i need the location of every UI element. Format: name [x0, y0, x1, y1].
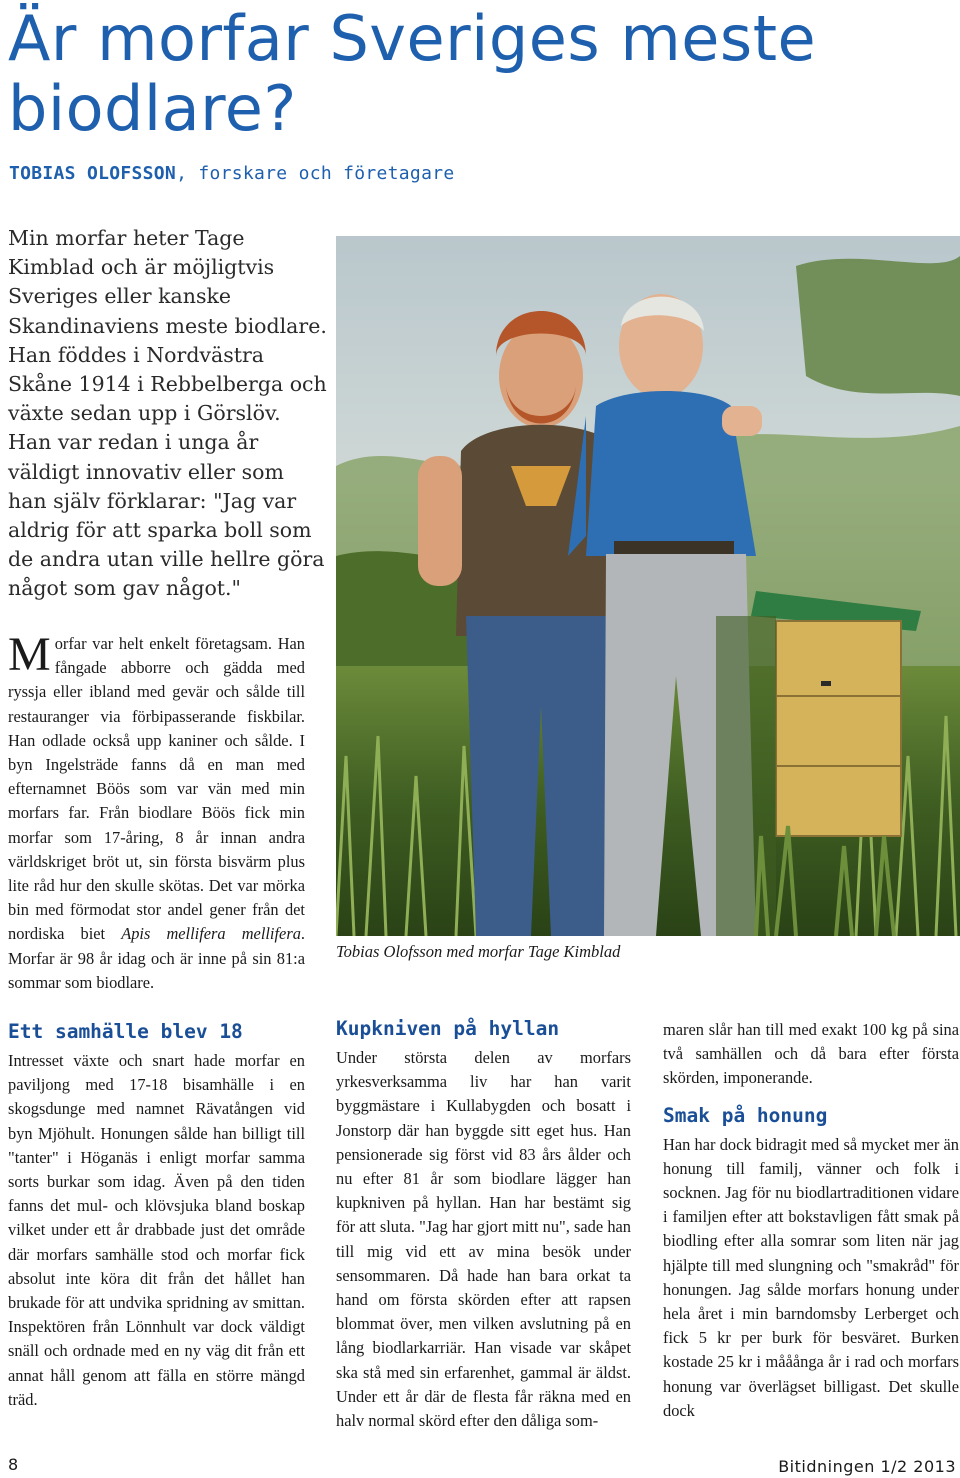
section-2-continuation: maren slår han till med exakt 100 kg på sina två samhällen och då bara efter första skörden, imponerande.	[663, 1020, 959, 1088]
section-2	[336, 1016, 631, 1433]
section-2-heading: Kupkniven på hyllan	[336, 1017, 560, 1040]
byline	[9, 163, 455, 184]
page-number: 8	[8, 1455, 19, 1474]
section-3-heading: Smak på honung	[663, 1103, 828, 1127]
species-name: Apis mellifera mellifera	[121, 924, 301, 944]
article-photo	[336, 236, 960, 936]
intro-column	[8, 628, 305, 995]
drop-cap: M	[8, 628, 51, 681]
section-2-text: Under största delen av morfars yrkesverksamma liv har han varit byggmästare i Kullabygden och bosatt i Jonstorp där han byggde sitt eget hus. Han pensionerade sig först vid 83 års ålder och nu efter 81 år som biodlare lägger han kupkniven på hyllan. Han har bestämt sig för att sluta. "Jag har gjort mitt nu", sade han till mig vid ett av mina besök under sensommaren. Då hade han bara orkat ta hand om första skörden efter att rapsen blommat över, men vilken avslutning på en lång biodlarkarriär. Han visade var skåpet ska stå med sin erfarenhet, gammal är äldst. Under ett år där de flesta får räkna med en halv normal skörd efter den dåliga som-	[336, 1048, 631, 1431]
byline-author: TOBIAS OLOFSSON	[9, 163, 177, 184]
section-3	[663, 1018, 959, 1423]
section-1-heading: Ett samhälle blev 18	[8, 1020, 243, 1043]
magazine-issue: Bitidningen 1/2 2013	[778, 1457, 956, 1476]
byline-role: , forskare och företagare	[176, 163, 455, 184]
section-1-text: Intresset växte och snart hade morfar en paviljong med 17-18 bisamhälle i en skogsdunge med namnet Rävatången vid byn Mjöhult. Honungen sålde han billigt till "tanter" i Höganäs i enligt morfar samma sorts burkar som idag. Även på den tiden fanns det mul- och klövsjuka bland boskap vilket under ett år drabbade just det område där morfars samhälle stod och morfar fick absolut inte köra dit från det hållet han brukade för att undvika spridning av smittan. Inspektören från Lönnhult var dock väldigt snäll och ordnade med en ny väg dit från ett annat håll genom att fälla en större mängd träd.	[8, 1051, 305, 1409]
photo-caption: Tobias Olofsson med morfar Tage Kimblad	[336, 942, 621, 961]
section-3-text: Han har dock bidragit med så mycket mer än honung till familj, vänner och folk i socknen. Jag för nu biodlartraditionen vidare i familjen efter att bokstavligen fått smak på biodling efter alla somrar som liten när jag hjälpte till med slungning och "smakråd" för honungen. Jag sålde morfars honung under hela året i min barndomsby Lerberget och fick 5 kr per burk för besväret. Burken kostade 25 kr i mååånga år i rad och morfars honung var överlägset billigast. Det skulle dock	[663, 1134, 959, 1420]
beekeepers-photo	[336, 236, 960, 936]
intro-text-end: . Morfar är 98 år idag och är inne på sin 81:a sommar som biodlare.	[8, 924, 305, 992]
intro-paragraph	[8, 628, 305, 995]
section-1	[8, 1019, 305, 1412]
article-title: Är morfar Sveriges meste biodlare?	[8, 2, 817, 145]
intro-text: orfar var helt enkelt företagsam. Han fångade abborre och gädda med ryssja eller ibland med gevär och sålde till restauranger via förbipasserande fiskbilar. Han odlade också upp kaniner och sålde. I byn Ingelsträde fanns då en man med efternamnet Böös som var vän med min morfars far. Från biodlare Böös fick min morfar som 17-åring, 8 år innan andra världskriget bröt ut, sin första bisvärm plus lite råd hur den skulle skötas. Det var mörka bin med förmodat stor andel gener från det nordiska biet	[8, 634, 305, 944]
lead-paragraph: Min morfar heter Tage Kimblad och är möjligtvis Sveriges eller kanske Skandinaviens meste biodlare. Han föddes i Nordvästra Skåne 1914 i Rebbelberga och växte sedan upp i Görslöv. Han var redan i unga år väldigt innovativ eller som han själv förklarar: "Jag var aldrig för att sparka boll som de andra utan ville hellre göra något som gav något."	[8, 226, 327, 601]
